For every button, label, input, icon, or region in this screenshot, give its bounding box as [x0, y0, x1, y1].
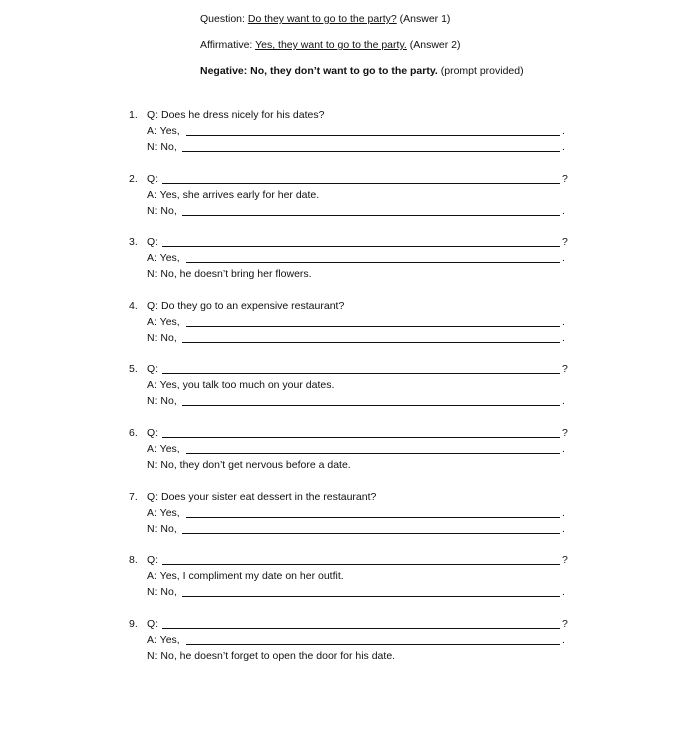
- question-mark: ?: [562, 617, 568, 630]
- answer-blank-line[interactable]: [162, 564, 560, 565]
- question-mark: ?: [562, 363, 568, 376]
- question-text: Q: Does he dress nicely for his dates?: [147, 109, 325, 121]
- affirmative-text: A: Yes, you talk too much on your dates.: [147, 379, 335, 392]
- question-row: [129, 299, 569, 315]
- exercise-number: 7.: [129, 490, 138, 503]
- negative-example: Negative: No, they don’t want to go to the party.: [200, 65, 438, 77]
- negative-text: N: No,: [147, 204, 177, 217]
- affirmative-text: A: Yes, she arrives early for her date.: [147, 188, 320, 201]
- negative-row: [129, 394, 569, 410]
- answer-blank-line[interactable]: [162, 373, 560, 374]
- answer-blank-line[interactable]: [182, 405, 560, 406]
- exercise-item: [129, 235, 569, 283]
- affirmative-note: (Answer 2): [409, 39, 461, 51]
- period-mark: .: [562, 395, 565, 408]
- affirmative-text: A: Yes,: [147, 315, 180, 328]
- exercise-item: [129, 108, 569, 156]
- exercise-number: 5.: [129, 363, 138, 376]
- question-note: (Answer 1): [399, 13, 451, 25]
- question-text: Q:: [147, 363, 159, 376]
- negative-text: N: No, they don’t get nervous before a date.: [147, 459, 351, 471]
- question-text: Q:: [147, 172, 159, 185]
- period-mark: .: [562, 252, 565, 265]
- exercise-item: [129, 426, 569, 474]
- negative-text: N: No,: [147, 522, 177, 535]
- period-mark: .: [562, 506, 565, 519]
- period-mark: .: [562, 141, 565, 153]
- negative-row: [129, 140, 569, 156]
- exercise-number: 9.: [129, 617, 138, 630]
- question-row: [129, 172, 569, 188]
- answer-blank-line[interactable]: [162, 437, 560, 438]
- exercise-number: 6.: [129, 427, 138, 439]
- exercise-item: [129, 362, 569, 410]
- question-mark: ?: [562, 554, 568, 567]
- negative-row: [129, 458, 569, 474]
- exercise-number: 8.: [129, 554, 138, 567]
- negative-text: N: No,: [147, 331, 177, 344]
- negative-row: [129, 522, 569, 538]
- negative-note: (prompt provided): [440, 65, 524, 77]
- exercise-number: 4.: [129, 299, 138, 312]
- question-example-line: [200, 12, 524, 38]
- question-mark: ?: [562, 172, 568, 185]
- answer-blank-line[interactable]: [182, 596, 560, 597]
- affirmative-row: [129, 251, 569, 267]
- question-mark: ?: [562, 236, 568, 249]
- period-mark: .: [562, 522, 565, 535]
- question-text: Q:: [147, 617, 159, 630]
- affirmative-example-line: [200, 38, 524, 64]
- period-mark: .: [562, 443, 565, 455]
- affirmative-text: A: Yes,: [147, 125, 180, 137]
- affirmative-text: A: Yes,: [147, 252, 180, 265]
- instructions-header: [200, 12, 524, 90]
- question-row: [129, 617, 569, 633]
- answer-blank-line[interactable]: [186, 326, 560, 327]
- question-text: Q:: [147, 427, 159, 439]
- negative-example-line: [200, 64, 524, 90]
- period-mark: .: [562, 586, 565, 599]
- question-row: [129, 235, 569, 251]
- question-row: [129, 426, 569, 442]
- answer-blank-line[interactable]: [162, 183, 560, 184]
- affirmative-row: [129, 442, 569, 458]
- period-mark: .: [562, 204, 565, 217]
- exercise-number: 1.: [129, 109, 138, 121]
- answer-blank-line[interactable]: [186, 517, 560, 518]
- negative-text: N: No, he doesn’t bring her flowers.: [147, 268, 312, 281]
- affirmative-row: [129, 569, 569, 585]
- negative-row: [129, 649, 569, 665]
- negative-text: N: No, he doesn’t forget to open the door for his date.: [147, 649, 396, 662]
- negative-row: [129, 267, 569, 283]
- question-example: Do they want to go to the party?: [247, 13, 397, 25]
- affirmative-row: [129, 378, 569, 394]
- question-text: Q:: [147, 554, 159, 567]
- answer-blank-line[interactable]: [182, 215, 560, 216]
- affirmative-label: Affirmative:: [200, 39, 253, 51]
- period-mark: .: [562, 633, 565, 646]
- question-label: Question:: [200, 13, 245, 25]
- exercise-number: 3.: [129, 236, 138, 249]
- question-text: Q: Does your sister eat dessert in the restaurant?: [147, 490, 377, 503]
- affirmative-example: Yes, they want to go to the party.: [255, 39, 407, 51]
- answer-blank-line[interactable]: [182, 342, 560, 343]
- answer-blank-line[interactable]: [186, 262, 560, 263]
- exercise-number: 2.: [129, 172, 138, 185]
- answer-blank-line[interactable]: [186, 135, 560, 136]
- exercise-item: [129, 553, 569, 601]
- answer-blank-line[interactable]: [182, 151, 560, 152]
- exercise-item: [129, 490, 569, 538]
- exercise-item: [129, 299, 569, 347]
- question-row: [129, 490, 569, 506]
- question-row: [129, 108, 569, 124]
- answer-blank-line[interactable]: [186, 644, 560, 645]
- affirmative-row: [129, 124, 569, 140]
- period-mark: .: [562, 125, 565, 137]
- negative-text: N: No,: [147, 586, 177, 599]
- period-mark: .: [562, 331, 565, 344]
- negative-text: N: No,: [147, 395, 177, 408]
- answer-blank-line[interactable]: [182, 533, 560, 534]
- answer-blank-line[interactable]: [162, 628, 560, 629]
- affirmative-row: [129, 188, 569, 204]
- answer-blank-line[interactable]: [162, 246, 560, 247]
- question-row: [129, 553, 569, 569]
- affirmative-row: [129, 315, 569, 331]
- exercise-item: [129, 172, 569, 220]
- negative-row: [129, 204, 569, 220]
- question-row: [129, 362, 569, 378]
- period-mark: .: [562, 315, 565, 328]
- affirmative-text: A: Yes,: [147, 633, 180, 646]
- negative-row: [129, 585, 569, 601]
- affirmative-text: A: Yes,: [147, 506, 180, 519]
- answer-blank-line[interactable]: [186, 453, 560, 454]
- affirmative-text: A: Yes,: [147, 443, 180, 455]
- affirmative-text: A: Yes, I compliment my date on her outfit.: [147, 570, 344, 583]
- affirmative-row: [129, 633, 569, 649]
- negative-row: [129, 331, 569, 347]
- question-text: Q: Do they go to an expensive restaurant?: [147, 299, 345, 312]
- question-mark: ?: [562, 427, 568, 439]
- negative-text: N: No,: [147, 141, 177, 153]
- question-text: Q:: [147, 236, 159, 249]
- exercise-item: [129, 617, 569, 665]
- affirmative-row: [129, 506, 569, 522]
